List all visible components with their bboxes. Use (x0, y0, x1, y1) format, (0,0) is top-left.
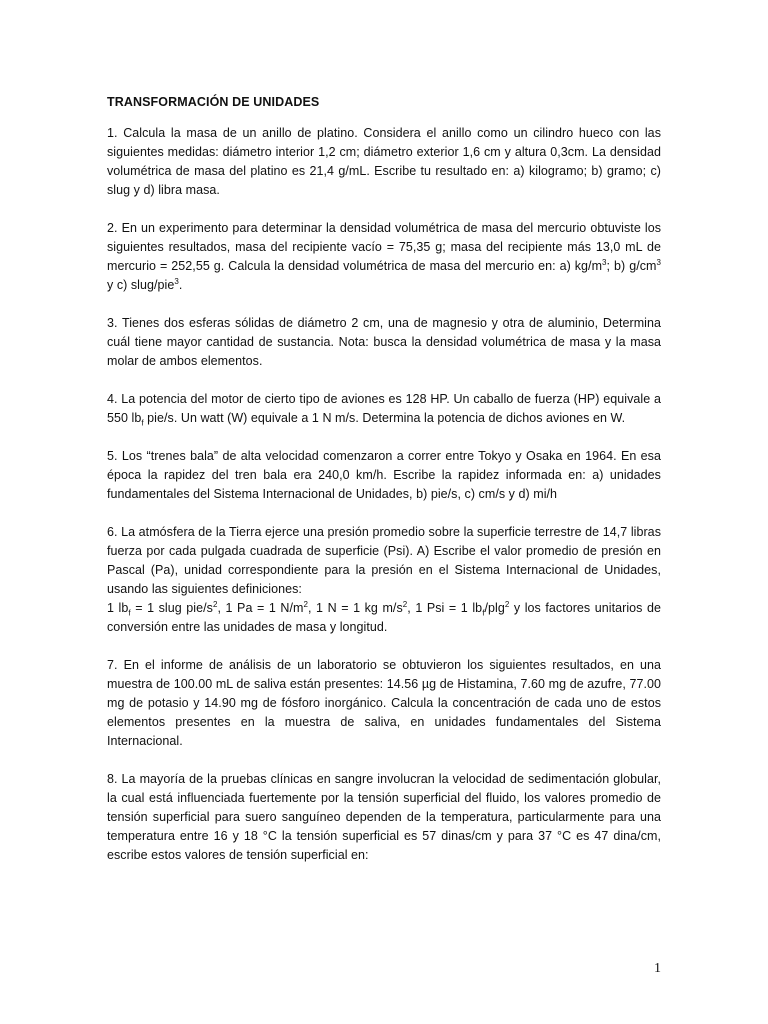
problem-6-text: 6. La atmósfera de la Tierra ejerce una presión promedio sobre la superficie terrestre de 14,7 libras fuerza por cada pulgada cuadrada de superficie (Psi). A) Escribe el valor promedio de presión en Pascal (Pa), unidad correspondiente para la presión en el Sistema Internacional de Unidades, usando las siguientes definiciones: (107, 525, 661, 596)
superscript: 2 (303, 599, 308, 609)
superscript: 2 (212, 599, 218, 609)
problem-6-definitions: y los factores unitarios de conversión entre las unidades de masa y longitud. (107, 601, 662, 634)
subscript: f (128, 608, 131, 618)
problem-6-definitions: 1 lb (107, 601, 129, 615)
problem-2-text: ; b) g/cm (606, 259, 657, 273)
problem-2 (107, 219, 661, 295)
superscript: 3 (656, 257, 661, 267)
problem-6-definitions: = 1 slug pie/s (130, 601, 213, 615)
problem-6-definitions: /plg (484, 601, 505, 615)
problem-8: 8. La mayoría de la pruebas clínicas en sangre involucran la velocidad de sedimentación globular, la cual está influenciada fuertemente por la tensión superficial del fluido, los valores promedio de tensión superficial para suero sanguíneo dependen de la temperatura, particularmente para una temperatura entre 16 y 18 °C la tensión superficial es 57 dinas/cm y para 37 °C es 47 dina/cm, escribe estos valores de tensión superficial en: (107, 772, 661, 862)
subscript: f (141, 418, 144, 428)
problem-2-text: 2. En un experimento para determinar la densidad volumétrica de masa del mercurio obtuviste los siguientes resultados, masa del recipiente vacío = 75,35 g; masa del recipiente más 13,0 mL de mercurio = 252,55 g. Calcula la densidad volumétrica de masa del mercurio en: a) kg/m (107, 221, 661, 273)
problem-1: 1. Calcula la masa de un anillo de platino. Considera el anillo como un cilindro hueco con las siguientes medidas: diámetro interior 1,2 cm; diámetro exterior 1,6 cm y altura 0,3cm. La densidad volumétrica de masa del platino es 21,4 g/mL. Escribe tu resultado en: a) kilogramo; b) gramo; c) slug y d) libra masa. (107, 126, 661, 197)
document-title: TRANSFORMACIÓN DE UNIDADES (107, 95, 320, 109)
document-page (107, 93, 661, 884)
superscript: 2 (402, 599, 408, 609)
subscript: f (482, 608, 485, 618)
problem-6-definitions: , 1 Psi = 1 lb (407, 601, 483, 615)
problem-6 (107, 523, 661, 637)
problem-6-definitions: , 1 N = 1 kg m/s (307, 601, 403, 615)
page-number: 1 (654, 961, 661, 976)
superscript: 3 (602, 257, 607, 267)
problem-4 (107, 390, 661, 428)
superscript: 3 (174, 276, 179, 286)
problem-2-text: . (178, 278, 183, 292)
problem-2-text: y c) slug/pie (107, 278, 175, 292)
problem-4-text: pie/s. Un watt (W) equivale a 1 N m/s. Determina la potencia de dichos aviones en W. (143, 411, 626, 425)
problem-6-definitions: , 1 Pa = 1 N/m (217, 601, 304, 615)
problem-5: 5. Los “trenes bala” de alta velocidad comenzaron a correr entre Tokyo y Osaka en 1964. En esa época la rapidez del tren bala era 240,0 km/h. Escribe la rapidez informada en: a) unidades fundamentales del Sistema Internacional de Unidades, b) pie/s, c) cm/s y d) mi/h (107, 449, 661, 501)
problem-4-text: 4. La potencia del motor de cierto tipo de aviones es 128 HP. Un caballo de fuerza (HP) equivale a 550 lb (107, 392, 661, 425)
problem-7: 7. En el informe de análisis de un laboratorio se obtuvieron los siguientes resultados, en una muestra de 100.00 mL de saliva están presentes: 14.56 µg de Histamina, 7.60 mg de azufre, 77.00 mg de potasio y 14.90 mg de fósforo inorgánico. Calcula la concentración de cada uno de estos elementos presentes en la muestra de saliva, en unidades fundamentales del Sistema Internacional. (107, 658, 661, 748)
superscript: 2 (504, 599, 510, 609)
problem-3: 3. Tienes dos esferas sólidas de diámetro 2 cm, una de magnesio y otra de aluminio, Determina cuál tiene mayor cantidad de sustancia. Nota: busca la densidad volumétrica de masa y la masa molar de ambos elementos. (107, 316, 661, 368)
